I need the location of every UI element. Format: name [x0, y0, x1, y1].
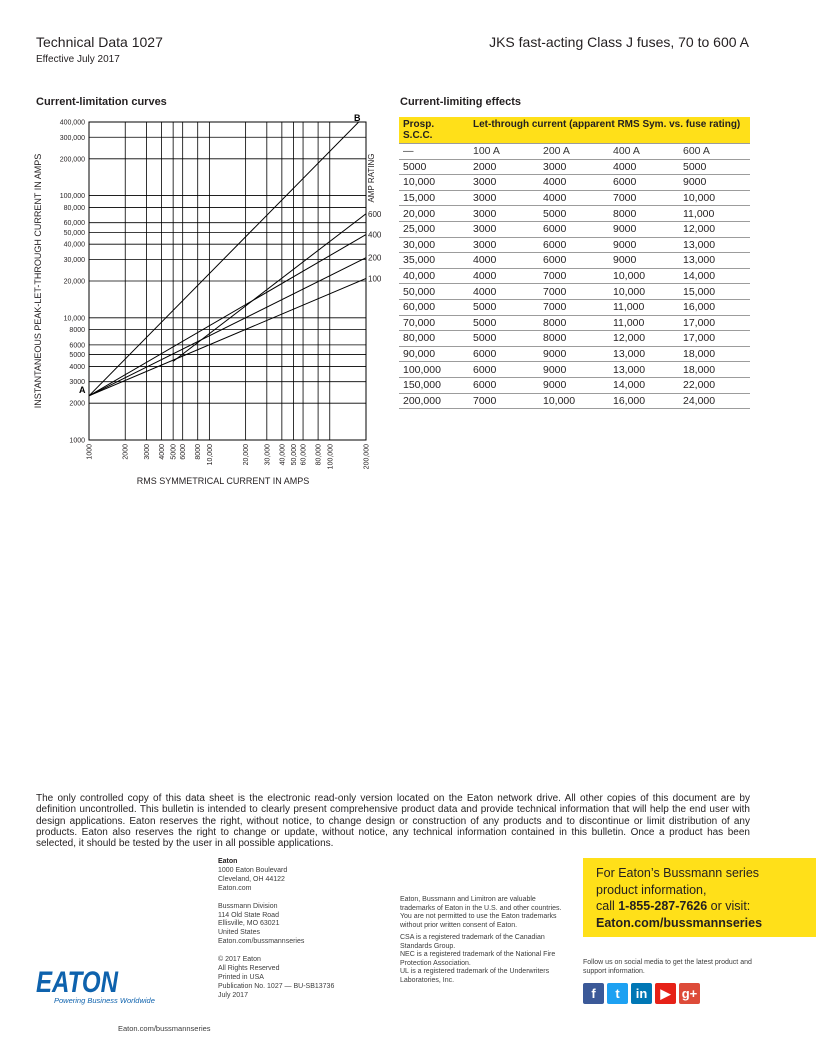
table-row [399, 346, 750, 362]
x-tick-label: 4000 [158, 444, 166, 460]
cell-let-through: 8000 [609, 206, 679, 222]
cell-let-through: 9000 [609, 237, 679, 253]
promo-call-line [596, 898, 816, 915]
cell-let-through: 17,000 [679, 315, 750, 331]
division-line: Eaton.com/bussmannseries [218, 938, 305, 946]
cell-let-through: 6000 [469, 377, 539, 393]
table-row [399, 221, 750, 237]
point-a-label: A [79, 384, 86, 395]
google-plus-icon[interactable]: g+ [679, 983, 700, 1004]
x-tick-label: 3000 [143, 444, 151, 460]
phone-number[interactable]: 1-855-287-7626 [618, 899, 708, 913]
current-limiting-effects-table [399, 117, 750, 409]
x-tick-label: 8000 [195, 444, 203, 460]
cell-let-through: 8000 [539, 331, 609, 347]
address-block [218, 858, 334, 1001]
cell-let-through: 6000 [469, 346, 539, 362]
x-tick-label: 100,000 [327, 444, 335, 470]
trademark-notice: NEC is a registered trademark of the National Fire Protection Association. [400, 951, 556, 967]
cell-let-through: 6000 [539, 253, 609, 269]
rating-curve-100 [89, 278, 366, 395]
current-limitation-chart [28, 110, 398, 494]
doc-title: Technical Data 1027 [36, 34, 163, 50]
footer-url-link[interactable]: Eaton.com/bussmannseries [118, 1024, 211, 1033]
y-tick-label: 400,000 [59, 119, 85, 127]
table-row [399, 190, 750, 206]
rating-label-200: 200 [368, 253, 382, 263]
cell-let-through: 600 A [679, 144, 750, 160]
y-tick-label: 200,000 [59, 156, 85, 164]
cell-let-through: 14,000 [609, 377, 679, 393]
table-row [399, 159, 750, 175]
table-row [399, 331, 750, 347]
twitter-icon[interactable]: t [607, 983, 628, 1004]
cell-let-through: 6000 [539, 221, 609, 237]
cell-let-through: 18,000 [679, 362, 750, 378]
cell-let-through: 9000 [609, 253, 679, 269]
cell-let-through: 13,000 [679, 237, 750, 253]
y-tick-label: 40,000 [63, 241, 85, 249]
address-line: Cleveland, OH 44122 [218, 875, 285, 883]
y-axis-title: INSTANTANEOUS PEAK-LET-THROUGH CURRENT IN AMPS [33, 153, 43, 409]
y-tick-label: 20,000 [63, 278, 85, 286]
cell-let-through: 4000 [609, 159, 679, 175]
cell-let-through: 22,000 [679, 377, 750, 393]
cell-let-through: 3000 [469, 190, 539, 206]
ab-line [89, 115, 366, 396]
cell-scc: 25,000 [399, 221, 469, 237]
x-tick-label: 40,000 [279, 444, 287, 466]
cell-let-through: 100 A [469, 144, 539, 160]
x-tick-label: 10,000 [206, 444, 214, 466]
facebook-icon[interactable]: f [583, 983, 604, 1004]
cell-let-through: 4000 [469, 284, 539, 300]
cell-let-through: 10,000 [679, 190, 750, 206]
table-row [399, 237, 750, 253]
y-tick-label: 10,000 [63, 315, 85, 323]
header-let-through: Let-through current (apparent RMS Sym. vs. fuse rating) [469, 117, 750, 144]
cell-scc: 100,000 [399, 362, 469, 378]
y-tick-label: 6000 [69, 342, 85, 350]
cell-let-through: 7000 [539, 284, 609, 300]
cell-scc: 10,000 [399, 175, 469, 191]
cell-scc: 60,000 [399, 299, 469, 315]
y-tick-label: 8000 [69, 327, 85, 335]
trademark-notice: UL is a registered trademark of the Underwriters Laboratories, Inc. [400, 968, 550, 984]
cell-scc: 70,000 [399, 315, 469, 331]
x-tick-label: 80,000 [315, 444, 323, 466]
cell-scc: — [399, 144, 469, 160]
x-tick-label: 2000 [122, 444, 130, 460]
table-row [399, 315, 750, 331]
cell-let-through: 10,000 [609, 268, 679, 284]
cell-scc: 30,000 [399, 237, 469, 253]
cell-let-through: 4000 [539, 175, 609, 191]
cell-let-through: 9000 [539, 346, 609, 362]
rating-label-400: 400 [368, 230, 382, 240]
table-row [399, 362, 750, 378]
cell-let-through: 12,000 [609, 331, 679, 347]
table-row [399, 299, 750, 315]
division-line: United States [218, 929, 261, 937]
copyright-line: Printed in USA [218, 973, 264, 981]
table-header-row [399, 117, 750, 144]
cell-let-through: 15,000 [679, 284, 750, 300]
cell-scc: 5000 [399, 159, 469, 175]
cell-let-through: 3000 [469, 221, 539, 237]
cell-let-through: 18,000 [679, 346, 750, 362]
cell-let-through: 11,000 [609, 315, 679, 331]
disclaimer-text: The only controlled copy of this data sheet is the electronic read-only version located on the Eaton network drive. All other copies of this document are by definition uncontrolled. This bulletin is intended to clearly present comprehensive product data and provide technical information that will help the end user with design applications. Eaton reserves the right, without notice, to change design or construction of any products and to discontinue or limit distribution of any products. Eaton also reserves the right to change or update, without notice, any technical information contained in this bulletin. Once a product has been selected, it should be tested by the user in all possible applications. [36, 793, 750, 850]
copyright-line: © 2017 Eaton [218, 956, 261, 964]
logo-wordmark: EATON [36, 966, 120, 999]
table-row [399, 393, 750, 409]
cell-let-through: 400 A [609, 144, 679, 160]
rating-label-600: 600 [368, 209, 382, 219]
cell-let-through: 13,000 [679, 253, 750, 269]
cell-let-through: 200 A [539, 144, 609, 160]
cell-let-through: 10,000 [609, 284, 679, 300]
cell-scc: 90,000 [399, 346, 469, 362]
publication-number: Publication No. 1027 — BU-SB13736 [218, 982, 335, 990]
trademark-notice: Eaton, Bussmann and Limitron are valuable trademarks of Eaton in the U.S. and other countries. You are not permitted to use the Eaton trademarks without prior written consent of Eaton. [400, 896, 562, 929]
cell-scc: 35,000 [399, 253, 469, 269]
cell-let-through: 3000 [539, 159, 609, 175]
cell-let-through: 7000 [469, 393, 539, 409]
x-tick-label: 5000 [170, 444, 178, 460]
cell-scc: 40,000 [399, 268, 469, 284]
publication-date: July 2017 [218, 991, 248, 999]
call-suffix: or visit: [707, 899, 751, 913]
effective-date: Effective July 2017 [36, 54, 120, 65]
promo-line: product information, [596, 882, 707, 897]
cell-let-through: 13,000 [609, 362, 679, 378]
rating-row [399, 144, 750, 160]
cell-scc: 50,000 [399, 284, 469, 300]
table-row [399, 206, 750, 222]
cell-let-through: 8000 [539, 315, 609, 331]
promo-line: For Eaton’s Bussmann series [596, 866, 760, 880]
x-tick-label: 200,000 [363, 444, 371, 470]
division-line: Bussmann Division [218, 902, 278, 910]
cell-scc: 200,000 [399, 393, 469, 409]
y-tick-label: 80,000 [63, 204, 85, 212]
copyright-line: All Rights Reserved [218, 965, 280, 973]
table-row [399, 377, 750, 393]
cell-let-through: 9000 [679, 175, 750, 191]
x-tick-label: 20,000 [243, 444, 251, 466]
youtube-icon[interactable]: ▶ [655, 983, 676, 1004]
table-row [399, 253, 750, 269]
rating-curve-400 [89, 235, 366, 396]
cell-let-through: 24,000 [679, 393, 750, 409]
trademark-notice: CSA is a registered trademark of the Canadian Standards Group. [400, 934, 545, 950]
cell-let-through: 10,000 [539, 393, 609, 409]
social-icons [583, 983, 700, 1004]
table-row [399, 175, 750, 191]
cell-let-through: 14,000 [679, 268, 750, 284]
call-prefix: call [596, 899, 619, 913]
cell-let-through: 9000 [609, 221, 679, 237]
cell-let-through: 5000 [469, 331, 539, 347]
company-name: Eaton [218, 858, 238, 865]
x-tick-label: 50,000 [291, 444, 299, 466]
y-tick-label: 60,000 [63, 220, 85, 228]
division-line: 114 Old State Road [218, 911, 279, 919]
cell-let-through: 12,000 [679, 221, 750, 237]
social-follow-text: Follow us on social media to get the latest product and support information. [583, 959, 752, 975]
x-axis-title: RMS SYMMETRICAL CURRENT IN AMPS [136, 476, 310, 486]
y-tick-label: 5000 [69, 352, 85, 360]
division-line: Ellisville, MO 63021 [218, 920, 280, 928]
eaton-logo [36, 966, 120, 999]
cell-let-through: 7000 [609, 190, 679, 206]
logo-tagline: Powering Business Worldwide [54, 996, 155, 1005]
point-b-label: B [354, 113, 361, 123]
cell-scc: 150,000 [399, 377, 469, 393]
x-tick-label: 60,000 [300, 444, 308, 466]
x-tick-label: 6000 [180, 444, 188, 460]
cell-let-through: 9000 [539, 362, 609, 378]
contact-promo-box [583, 858, 816, 937]
linkedin-icon[interactable]: in [631, 983, 652, 1004]
cell-let-through: 6000 [609, 175, 679, 191]
address-line: Eaton.com [218, 884, 252, 892]
cell-scc: 15,000 [399, 190, 469, 206]
rating-curve-200 [89, 258, 366, 396]
cell-let-through: 4000 [469, 268, 539, 284]
cell-scc: 20,000 [399, 206, 469, 222]
cell-let-through: 2000 [469, 159, 539, 175]
cell-scc: 80,000 [399, 331, 469, 347]
cell-let-through: 5000 [469, 299, 539, 315]
y-tick-label: 1000 [69, 437, 85, 445]
cell-let-through: 4000 [469, 253, 539, 269]
header-prosp-scc: Prosp. S.C.C. [399, 117, 469, 144]
cell-let-through: 11,000 [609, 299, 679, 315]
cell-let-through: 5000 [469, 315, 539, 331]
y-tick-label: 50,000 [63, 229, 85, 237]
cell-let-through: 7000 [539, 268, 609, 284]
y-tick-label: 4000 [69, 363, 85, 371]
x-tick-label: 30,000 [264, 444, 272, 466]
cell-let-through: 13,000 [609, 346, 679, 362]
cell-let-through: 16,000 [679, 299, 750, 315]
cell-let-through: 3000 [469, 237, 539, 253]
cell-let-through: 5000 [679, 159, 750, 175]
cell-let-through: 17,000 [679, 331, 750, 347]
cell-let-through: 5000 [539, 206, 609, 222]
amp-rating-axis-title: AMP RATING [367, 153, 376, 203]
trademark-notices [400, 896, 570, 985]
y-tick-label: 300,000 [59, 134, 85, 142]
y-tick-label: 2000 [69, 400, 85, 408]
y-tick-label: 30,000 [63, 256, 85, 264]
cell-let-through: 3000 [469, 175, 539, 191]
address-line: 1000 Eaton Boulevard [218, 866, 288, 874]
cell-let-through: 7000 [539, 299, 609, 315]
cell-let-through: 6000 [469, 362, 539, 378]
y-tick-label: 3000 [69, 379, 85, 387]
cell-let-through: 16,000 [609, 393, 679, 409]
cell-let-through: 4000 [539, 190, 609, 206]
table-row [399, 284, 750, 300]
y-tick-label: 100,000 [59, 193, 85, 201]
x-tick-label: 1000 [86, 444, 94, 460]
table-title: Current-limiting effects [400, 96, 522, 108]
cell-let-through: 3000 [469, 206, 539, 222]
cell-let-through: 9000 [539, 377, 609, 393]
product-title: JKS fast-acting Class J fuses, 70 to 600 A [489, 34, 749, 50]
promo-url-link[interactable]: Eaton.com/bussmannseries [596, 915, 763, 930]
rating-label-100: 100 [368, 274, 382, 284]
cell-let-through: 11,000 [679, 206, 750, 222]
chart-title: Current-limitation curves [36, 96, 167, 108]
cell-let-through: 6000 [539, 237, 609, 253]
table-row [399, 268, 750, 284]
